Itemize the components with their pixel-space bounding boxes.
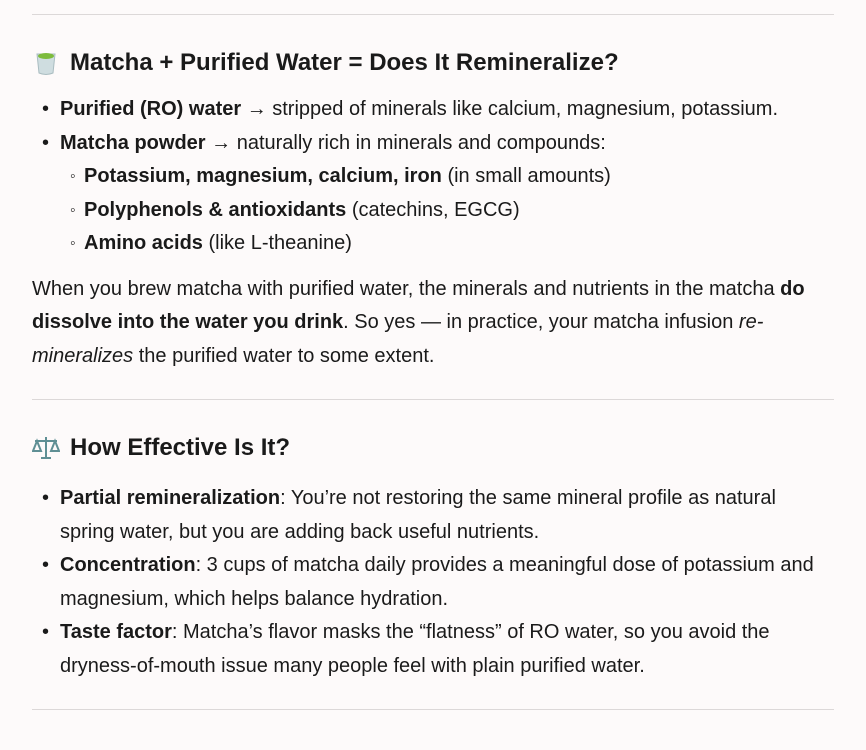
item-text: : You’re not restoring the same mineral profile as natural spring water, but you are adding back useful nutrients. [60,487,776,543]
bullet-list [32,93,834,261]
section-heading-matcha [32,43,834,83]
list-item [60,616,834,683]
item-bold: Purified (RO) water [60,98,242,120]
list-item [60,549,834,616]
text: When you brew matcha with purified water, the minerals and nutrients in the matcha [32,277,781,300]
text-bold: do dissolve into the water you drink [32,277,805,333]
bullet-list [32,482,834,683]
paragraph [32,273,834,374]
text-italic: re-mineralizes [32,311,764,367]
item-bold: Matcha powder [60,131,206,154]
divider [32,709,834,710]
list-item [60,93,834,127]
item-bold: Taste factor [60,621,172,643]
item-bold: Partial remineralization [60,487,281,509]
item-text: → stripped of minerals like calcium, magnesium, potassium. [241,98,779,120]
sub-list [60,160,834,261]
item-bold: Amino acids [84,232,203,254]
text: . So yes — in practice, your matcha infusion [343,311,739,333]
item-bold: Concentration [60,554,196,576]
section-heading-effectiveness [32,428,834,468]
list-item [60,482,834,549]
item-bold: Polyphenols & antioxidants [84,198,347,221]
balance-scale-icon [32,434,60,462]
list-item [60,127,834,261]
sub-item [84,227,834,261]
item-text: (in small amounts) [441,165,611,187]
sub-item [84,194,834,228]
item-bold: Potassium, magnesium, calcium, iron [84,165,442,187]
text: the purified water to some extent. [133,344,435,367]
matcha-cup-icon [32,49,60,77]
heading-text: Matcha + Purified Water = Does It Remineralize? [70,49,619,76]
item-text: (like L-theanine) [202,232,352,254]
item-text: : Matcha’s flavor masks the “flatness” of RO water, so you avoid the dryness-of-mouth issue many people feel with plain purified water. [60,621,770,677]
item-text: → naturally rich in minerals and compounds: [205,131,606,154]
item-text: (catechins, EGCG) [346,198,520,221]
sub-item [84,160,834,194]
item-text: : 3 cups of matcha daily provides a meaningful dose of potassium and magnesium, which helps balance hydration. [60,554,814,610]
heading-text: How Effective Is It? [70,434,291,461]
